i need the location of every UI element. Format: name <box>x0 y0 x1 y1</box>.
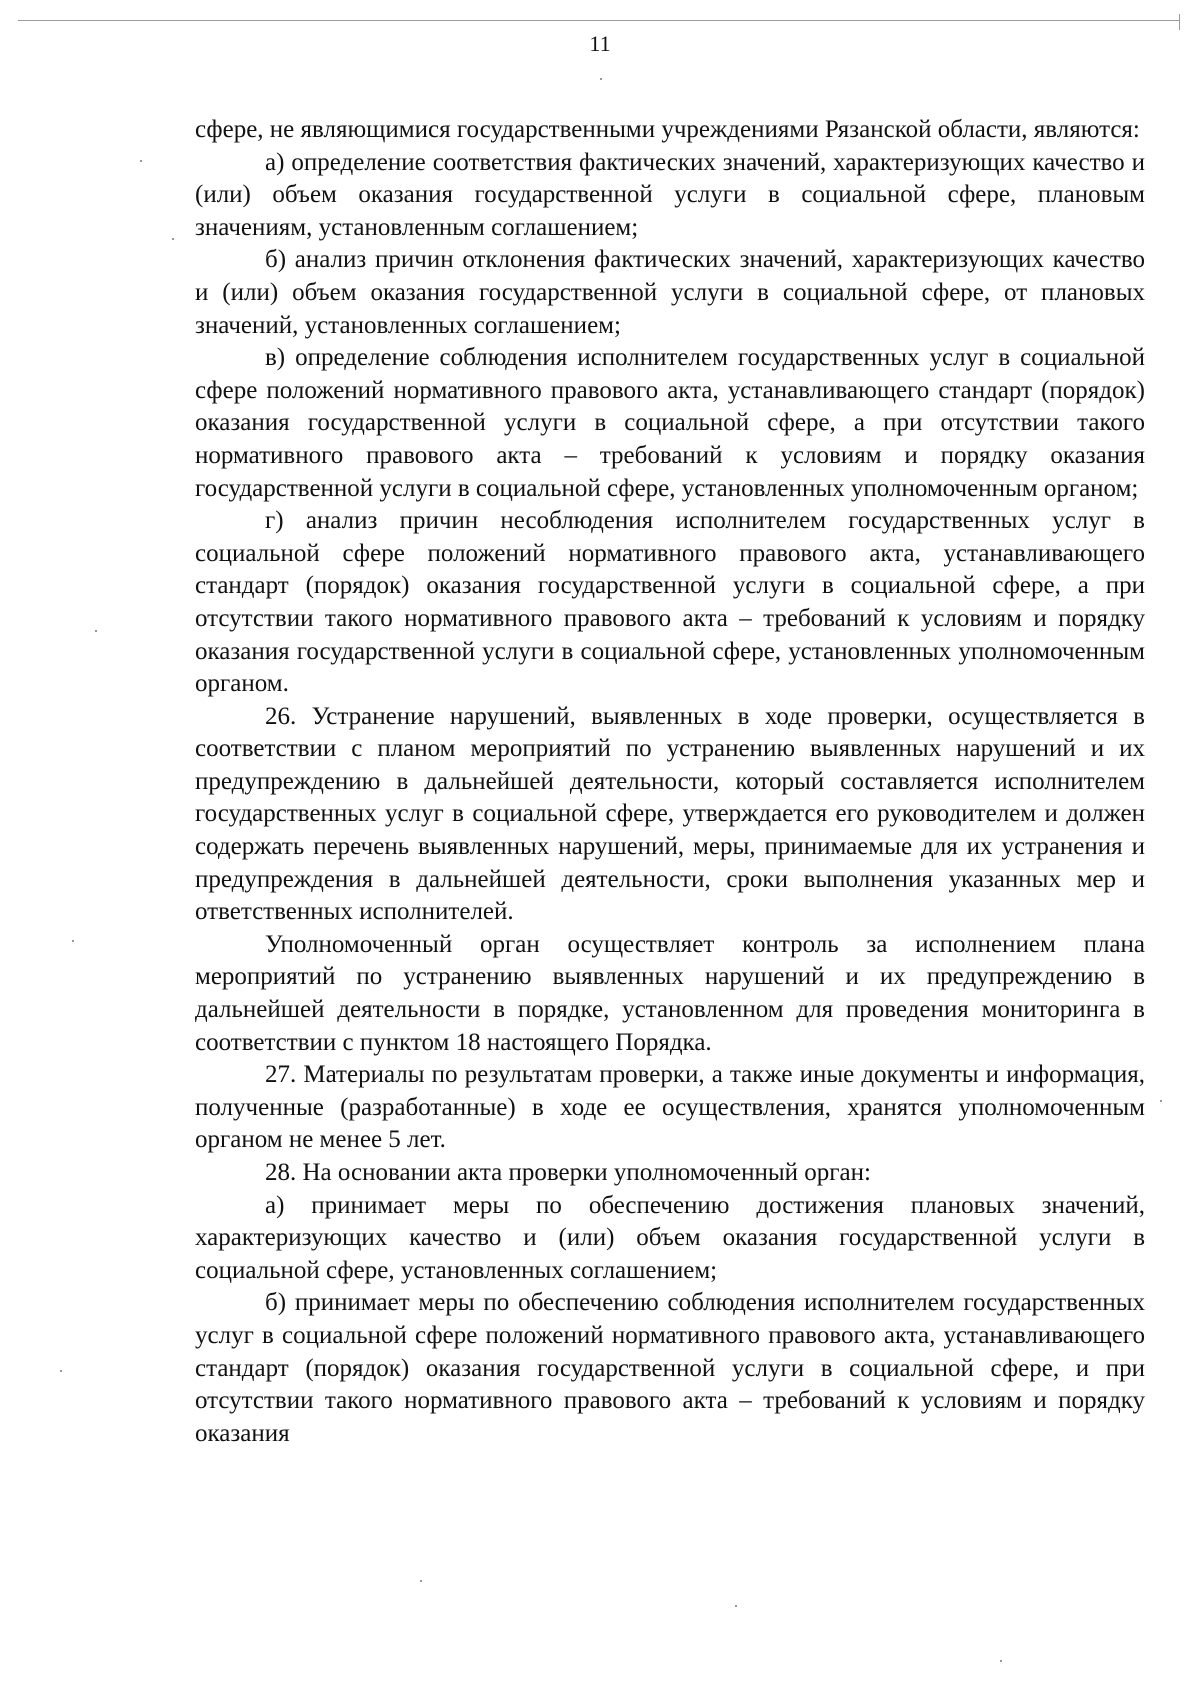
scan-speck <box>1000 1660 1002 1662</box>
scan-speck <box>172 238 174 240</box>
scan-speck <box>1160 1100 1162 1102</box>
paragraph-item-b-deviation: б) анализ причин отклонения фактических значений, характеризующих качество и (или) объем оказания государственной услуги в социальной сфере, от плановых значений, установленных соглашением; <box>195 246 1145 339</box>
scan-speck <box>95 630 97 632</box>
paragraph-item-a-conformity: а) определение соответствия фактических значений, характеризующих качество и (или) объем оказания государственной услуги в социальной сфере, плановым значениям, установленным соглашением; <box>195 148 1145 241</box>
scan-speck <box>60 1370 62 1372</box>
paragraph-item-g-noncompliance: г) анализ причин несоблюдения исполнителем государственных услуг в социальной сфере положений нормативного правового акта, устанавливающего стандарт (порядок) оказания государственной услуги в социальной сфере, а при отсутствии такого нормативного правового акта – требований к условиям и порядку оказания государственной услуги в социальной сфере, установленных уполномоченным органом. <box>195 507 1145 698</box>
scan-speck <box>72 940 74 942</box>
paragraph-clause-26: 26. Устранение нарушений, выявленных в ходе проверки, осуществляется в соответствии с планом мероприятий по устранению выявленных нарушений и их предупреждению в дальнейшей деятельности, который составляется исполнителем государственных услуг в социальной сфере, утверждается его руководителем и должен содержать перечень выявленных нарушений, меры, принимаемые для их устранения и предупреждения в дальнейшей деятельности, сроки выполнения указанных мер и ответственных исполнителей. <box>195 702 1145 926</box>
document-body <box>195 114 1145 1450</box>
paragraph-clause-28-item-b: б) принимает меры по обеспечению соблюдения исполнителем государственных услуг в социальной сфере положений нормативного правового акта, устанавливающего стандарт (порядок) оказания государственной услуги в социальной сфере, и при отсутствии такого нормативного правового акта – требований к условиям и порядку оказания <box>195 1289 1145 1447</box>
paragraph-intro-continuation: сфере, не являющимися государственными учреждениями Рязанской области, являются: <box>195 116 1140 143</box>
paragraph-clause-28-item-a: а) принимает меры по обеспечению достижения плановых значений, характеризующих качество и (или) объем оказания государственной услуги в социальной сфере, установленных соглашением; <box>195 1191 1145 1284</box>
scan-speck <box>140 160 142 162</box>
scan-border-top <box>18 20 1180 21</box>
paragraph-item-v-compliance: в) определение соблюдения исполнителем государственных услуг в социальной сфере положений нормативного правового акта, устанавливающего стандарт (порядок) оказания государственной услуги в социальной сфере, а при отсутствии такого нормативного правового акта – требований к условиям и порядку оказания государственной услуги в социальной сфере, установленных уполномоченным органом; <box>195 344 1145 502</box>
paragraph-clause-28: 28. На основании акта проверки уполномоченный орган: <box>265 1159 871 1186</box>
scan-speck <box>735 1605 737 1607</box>
paragraph-clause-27: 27. Материалы по результатам проверки, а также иные документы и информация, полученные (разработанные) в ходе ее осуществления, хранятся уполномоченным органом не менее 5 лет. <box>195 1061 1145 1154</box>
scan-speck <box>420 1580 422 1582</box>
scan-speck <box>600 78 602 80</box>
page-number: 11 <box>589 31 611 56</box>
paragraph-clause-26-control: Уполномоченный орган осуществляет контроль за исполнением плана мероприятий по устранению выявленных нарушений и их предупреждению в дальнейшей деятельности в порядке, установленном для проведения мониторинга в соответствии с пунктом 18 настоящего Порядка. <box>195 930 1145 1056</box>
